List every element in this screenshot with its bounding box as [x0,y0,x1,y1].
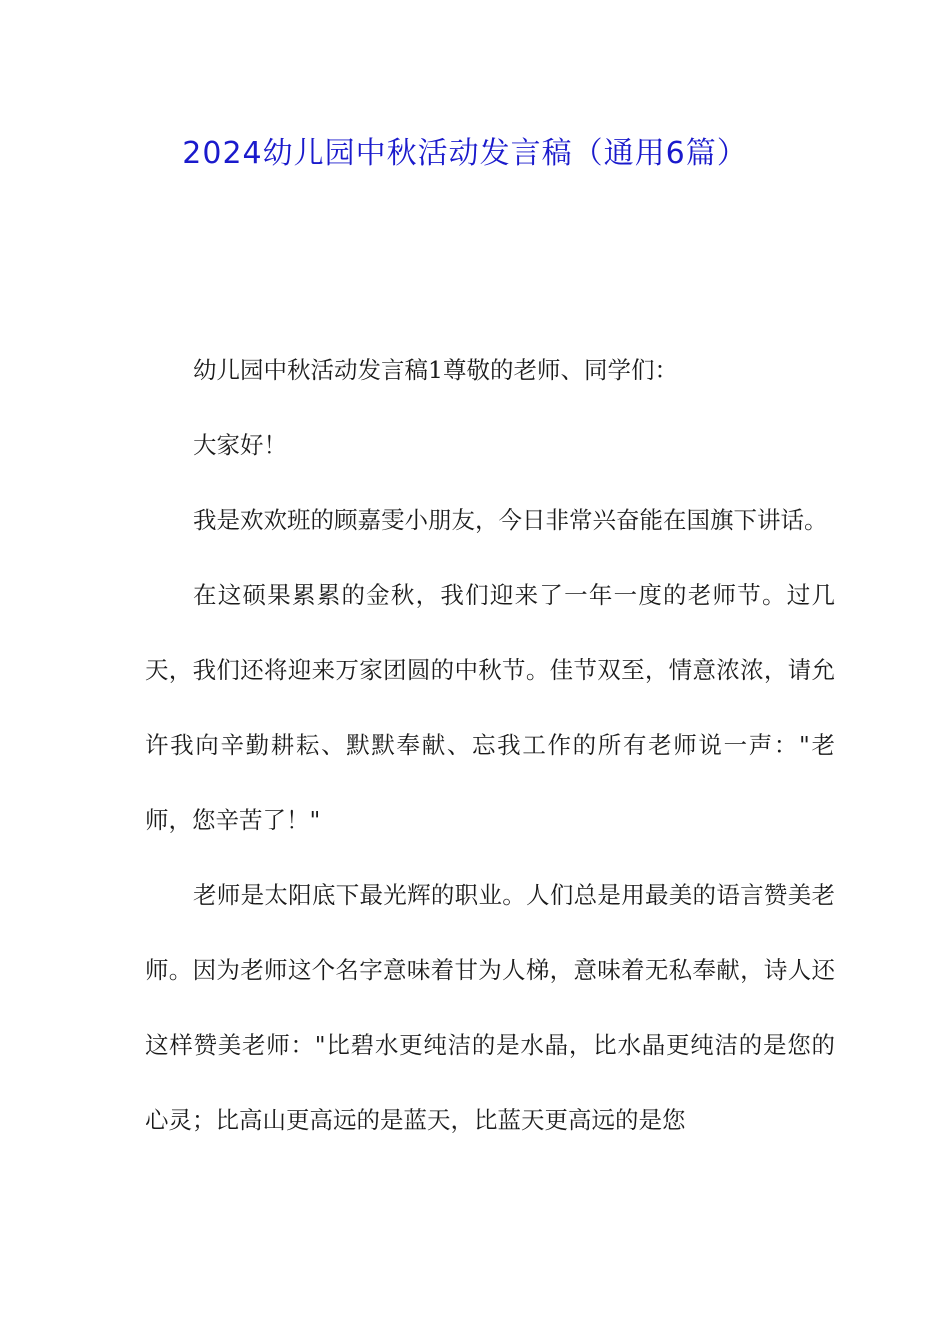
paragraph: 老师是太阳底下最光辉的职业。人们总是用最美的语言赞美老师。因为老师这个名字意味着甘为人梯，意味着无私奉献，诗人还这样赞美老师："比碧水更纯洁的是水晶，比水晶更纯洁的是您的心灵；比高山更高远的是蓝天，比蓝天更高远的是您 [145,881,835,1134]
paragraph: 大家好！ [193,431,287,459]
paragraph: 我是欢欢班的顾嘉雯小朋友，今日非常兴奋能在国旗下讲话。 [193,506,828,534]
document-title: 2024幼儿园中秋活动发言稿（通用6篇） [182,136,748,171]
paragraph: 在这硕果累累的金秋，我们迎来了一年一度的老师节。过几天，我们还将迎来万家团圆的中秋节。佳节双至，情意浓浓，请允许我向辛勤耕耘、默默奉献、忘我工作的所有老师说一声："老师，您辛苦了！" [145,581,835,834]
document-body [145,333,835,1158]
paragraph: 幼儿园中秋活动发言稿1尊敬的老师、同学们： [193,356,678,384]
